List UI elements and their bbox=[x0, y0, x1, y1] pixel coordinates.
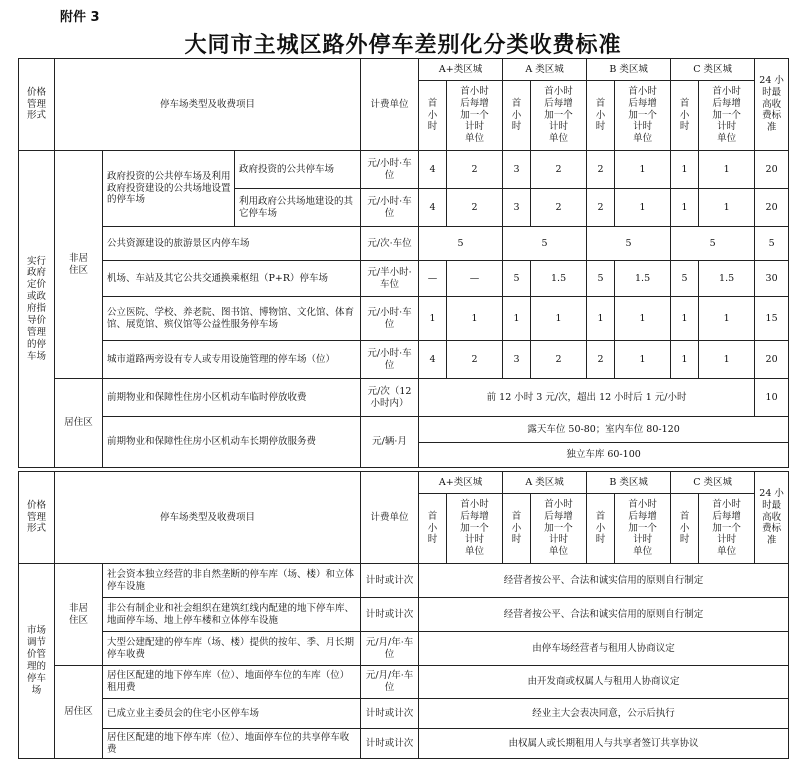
value-cell: 1 bbox=[671, 151, 699, 189]
header-zone-a: A 类区城 bbox=[503, 472, 587, 494]
header-zone-c: C 类区城 bbox=[671, 472, 755, 494]
market-row-unit: 计时或计次 bbox=[361, 598, 419, 632]
market-pricing-table bbox=[18, 471, 789, 759]
market-row-text: 由开发商或权属人与租用人协商议定 bbox=[419, 666, 789, 699]
value-cell: 1.5 bbox=[531, 261, 587, 297]
gov-res-long-label: 前期物业和保障性住房小区机动车长期停放服务费 bbox=[103, 417, 361, 468]
value-cell: 1.5 bbox=[615, 261, 671, 297]
header-first-hour: 首 小 时 bbox=[671, 81, 699, 151]
value-cell: 20 bbox=[755, 151, 789, 189]
value-cell: 30 bbox=[755, 261, 789, 297]
gov-transport-label: 机场、车站及其它公共交通换乘枢纽（P+R）停车场 bbox=[103, 261, 361, 297]
value-cell: 5 bbox=[671, 227, 755, 261]
value-cell: 5 bbox=[755, 227, 789, 261]
value-cell: 10 bbox=[755, 379, 789, 417]
market-row-unit: 元/月/年·车位 bbox=[361, 632, 419, 666]
gov-group1-label: 政府投资的公共停车场及利用政府投资建设的公共场地设置的停车场 bbox=[103, 151, 235, 227]
value-cell: 5 bbox=[503, 261, 531, 297]
header-type: 停车场类型及收费项目 bbox=[55, 59, 361, 151]
value-cell: 5 bbox=[419, 227, 503, 261]
header-zone-aplus: A+类区城 bbox=[419, 59, 503, 81]
value-cell: 2 bbox=[447, 341, 503, 379]
header-first-hour: 首 小 时 bbox=[587, 81, 615, 151]
market-row-label: 非公有制企业和社会组织在建筑红线内配建的地下停车库、地面停车场、地上停车楼和立体停车设施 bbox=[103, 598, 361, 632]
market-row-label: 居住区配建的地下停车库（位）、地面停车位的共享停车收费 bbox=[103, 729, 361, 759]
value-cell: 1 bbox=[615, 341, 671, 379]
value-cell: 20 bbox=[755, 189, 789, 227]
header-first-hour: 首 小 时 bbox=[503, 81, 531, 151]
header-zone-aplus: A+类区城 bbox=[419, 472, 503, 494]
value-cell: 1 bbox=[447, 297, 503, 341]
value-cell: 3 bbox=[503, 341, 531, 379]
value-cell: 1 bbox=[671, 341, 699, 379]
value-cell: 1 bbox=[699, 189, 755, 227]
value-cell: 2 bbox=[531, 189, 587, 227]
gov-res-label: 居住区 bbox=[55, 379, 103, 468]
gov-res-long-text1: 露天车位 50-80；室内车位 80-120 bbox=[419, 417, 788, 443]
value-cell: 2 bbox=[587, 151, 615, 189]
market-row-label: 居住区配建的地下停车库（位）、地面停车位的车库（位）租用费 bbox=[103, 666, 361, 699]
value-cell: 3 bbox=[503, 189, 531, 227]
value-cell: 2 bbox=[447, 189, 503, 227]
header-first-hour: 首 小 时 bbox=[671, 494, 699, 564]
header-first-hour: 首 小 时 bbox=[587, 494, 615, 564]
gov-transport-unit: 元/半小时·车位 bbox=[361, 261, 419, 297]
gov-road-unit: 元/小时·车位 bbox=[361, 341, 419, 379]
header-after-hour: 首小时 后每增 加一个 计时 单位 bbox=[699, 494, 755, 564]
market-row-unit: 计时或计次 bbox=[361, 699, 419, 729]
value-cell: 4 bbox=[419, 151, 447, 189]
market-row-label: 已成立业主委员会的住宅小区停车场 bbox=[103, 699, 361, 729]
header-after-hour: 首小时 后每增 加一个 计时 单位 bbox=[531, 494, 587, 564]
header-first-hour: 首 小 时 bbox=[419, 494, 447, 564]
gov-res-temp-text: 前 12 小时 3 元/次，超出 12 小时后 1 元/小时 bbox=[419, 379, 755, 417]
value-cell: — bbox=[419, 261, 447, 297]
header-type: 停车场类型及收费项目 bbox=[55, 472, 361, 564]
value-cell: 2 bbox=[587, 341, 615, 379]
market-res-label: 居住区 bbox=[55, 666, 103, 759]
value-cell: 1 bbox=[615, 297, 671, 341]
gov-tourist-label: 公共资源建设的旅游景区内停车场 bbox=[103, 227, 361, 261]
gov-res-long-text2: 独立车库 60-100 bbox=[566, 449, 641, 460]
header-form: 价格 管理 形式 bbox=[19, 472, 55, 564]
market-row-unit: 计时或计次 bbox=[361, 729, 419, 759]
gov-form-label: 实行 政府 定价 或政 府指 导价 管理 的停 车场 bbox=[19, 151, 55, 468]
value-cell: 4 bbox=[419, 189, 447, 227]
gov-road-label: 城市道路两旁设有专人或专用设施管理的停车场（位） bbox=[103, 341, 361, 379]
header-form: 价格 管理 形式 bbox=[19, 59, 55, 151]
value-cell: 2 bbox=[531, 341, 587, 379]
value-cell: 2 bbox=[447, 151, 503, 189]
value-cell: 1 bbox=[671, 189, 699, 227]
header-zone-b: B 类区城 bbox=[587, 472, 671, 494]
value-cell: 1.5 bbox=[699, 261, 755, 297]
header-after-hour: 首小时 后每增 加一个 计时 单位 bbox=[531, 81, 587, 151]
gov-row-label: 利用政府公共场地建设的其它停车场 bbox=[235, 189, 361, 227]
value-cell: 2 bbox=[587, 189, 615, 227]
value-cell: 5 bbox=[671, 261, 699, 297]
market-row-text: 由停车场经营者与租用人协商议定 bbox=[419, 632, 789, 666]
attachment-label: 附件 3 bbox=[60, 10, 100, 25]
value-cell: 20 bbox=[755, 341, 789, 379]
market-row-unit: 元/月/年·车位 bbox=[361, 666, 419, 699]
value-cell: 1 bbox=[699, 151, 755, 189]
value-cell: 15 bbox=[755, 297, 789, 341]
header-max: 24 小 时最 高收 费标 准 bbox=[755, 472, 789, 564]
value-cell: 3 bbox=[503, 151, 531, 189]
value-cell: 1 bbox=[531, 297, 587, 341]
gov-non-res-label: 非居 住区 bbox=[55, 151, 103, 379]
gov-row-unit: 元/小时·车位 bbox=[361, 151, 419, 189]
market-row-label: 社会资本独立经营的非自然垄断的停车库（场、楼）和立体停车设施 bbox=[103, 564, 361, 598]
value-cell: 5 bbox=[587, 227, 671, 261]
value-cell: 1 bbox=[671, 297, 699, 341]
gov-row-label: 政府投资的公共停车场 bbox=[235, 151, 361, 189]
market-row-text: 由权属人或长期租用人与共享者签订共享协议 bbox=[419, 729, 789, 759]
value-cell: 1 bbox=[419, 297, 447, 341]
value-cell: 1 bbox=[503, 297, 531, 341]
market-form-label: 市场 调节 价管 理的 停车 场 bbox=[19, 564, 55, 759]
header-unit: 计费单位 bbox=[361, 472, 419, 564]
value-cell: 1 bbox=[699, 297, 755, 341]
page-title: 大同市主城区路外停车差别化分类收费标准 bbox=[184, 32, 622, 58]
header-after-hour: 首小时 后每增 加一个 计时 单位 bbox=[699, 81, 755, 151]
value-cell: 1 bbox=[615, 151, 671, 189]
header-after-hour: 首小时 后每增 加一个 计时 单位 bbox=[447, 494, 503, 564]
value-cell: 1 bbox=[587, 297, 615, 341]
gov-welfare-unit: 元/小时·车位 bbox=[361, 297, 419, 341]
header-unit: 计费单位 bbox=[361, 59, 419, 151]
value-cell: 5 bbox=[503, 227, 587, 261]
value-cell: 2 bbox=[531, 151, 587, 189]
gov-welfare-label: 公立医院、学校、养老院、图书馆、博物馆、文化馆、体育馆、展览馆、殡仪馆等公益性服务停车场 bbox=[103, 297, 361, 341]
market-row-text: 经营者按公平、合法和诚实信用的原则自行制定 bbox=[419, 564, 789, 598]
value-cell: 4 bbox=[419, 341, 447, 379]
market-row-label: 大型公建配建的停车库（场、楼）提供的按年、季、月长期停车收费 bbox=[103, 632, 361, 666]
gov-res-temp-label: 前期物业和保障性住房小区机动车临时停放收费 bbox=[103, 379, 361, 417]
value-cell: — bbox=[447, 261, 503, 297]
header-after-hour: 首小时 后每增 加一个 计时 单位 bbox=[615, 81, 671, 151]
header-zone-c: C 类区城 bbox=[671, 59, 755, 81]
header-zone-a: A 类区城 bbox=[503, 59, 587, 81]
header-after-hour: 首小时 后每增 加一个 计时 单位 bbox=[447, 81, 503, 151]
header-max: 24 小 时最 高收 费标 准 bbox=[755, 59, 789, 151]
gov-tourist-unit: 元/次·车位 bbox=[361, 227, 419, 261]
value-cell: 1 bbox=[615, 189, 671, 227]
gov-row-unit: 元/小时·车位 bbox=[361, 189, 419, 227]
market-row-text: 经业主大会表决同意，公示后执行 bbox=[419, 699, 789, 729]
market-row-text: 经营者按公平、合法和诚实信用的原则自行制定 bbox=[419, 598, 789, 632]
gov-pricing-table bbox=[18, 58, 789, 468]
header-first-hour: 首 小 时 bbox=[503, 494, 531, 564]
value-cell: 1 bbox=[699, 341, 755, 379]
header-first-hour: 首 小 时 bbox=[419, 81, 447, 151]
value-cell: 5 bbox=[587, 261, 615, 297]
gov-res-temp-unit: 元/次（12小时内） bbox=[361, 379, 419, 417]
market-non-res-label: 非居 住区 bbox=[55, 564, 103, 666]
gov-res-long-unit: 元/辆·月 bbox=[361, 417, 419, 468]
header-zone-b: B 类区城 bbox=[587, 59, 671, 81]
header-after-hour: 首小时 后每增 加一个 计时 单位 bbox=[615, 494, 671, 564]
market-row-unit: 计时或计次 bbox=[361, 564, 419, 598]
